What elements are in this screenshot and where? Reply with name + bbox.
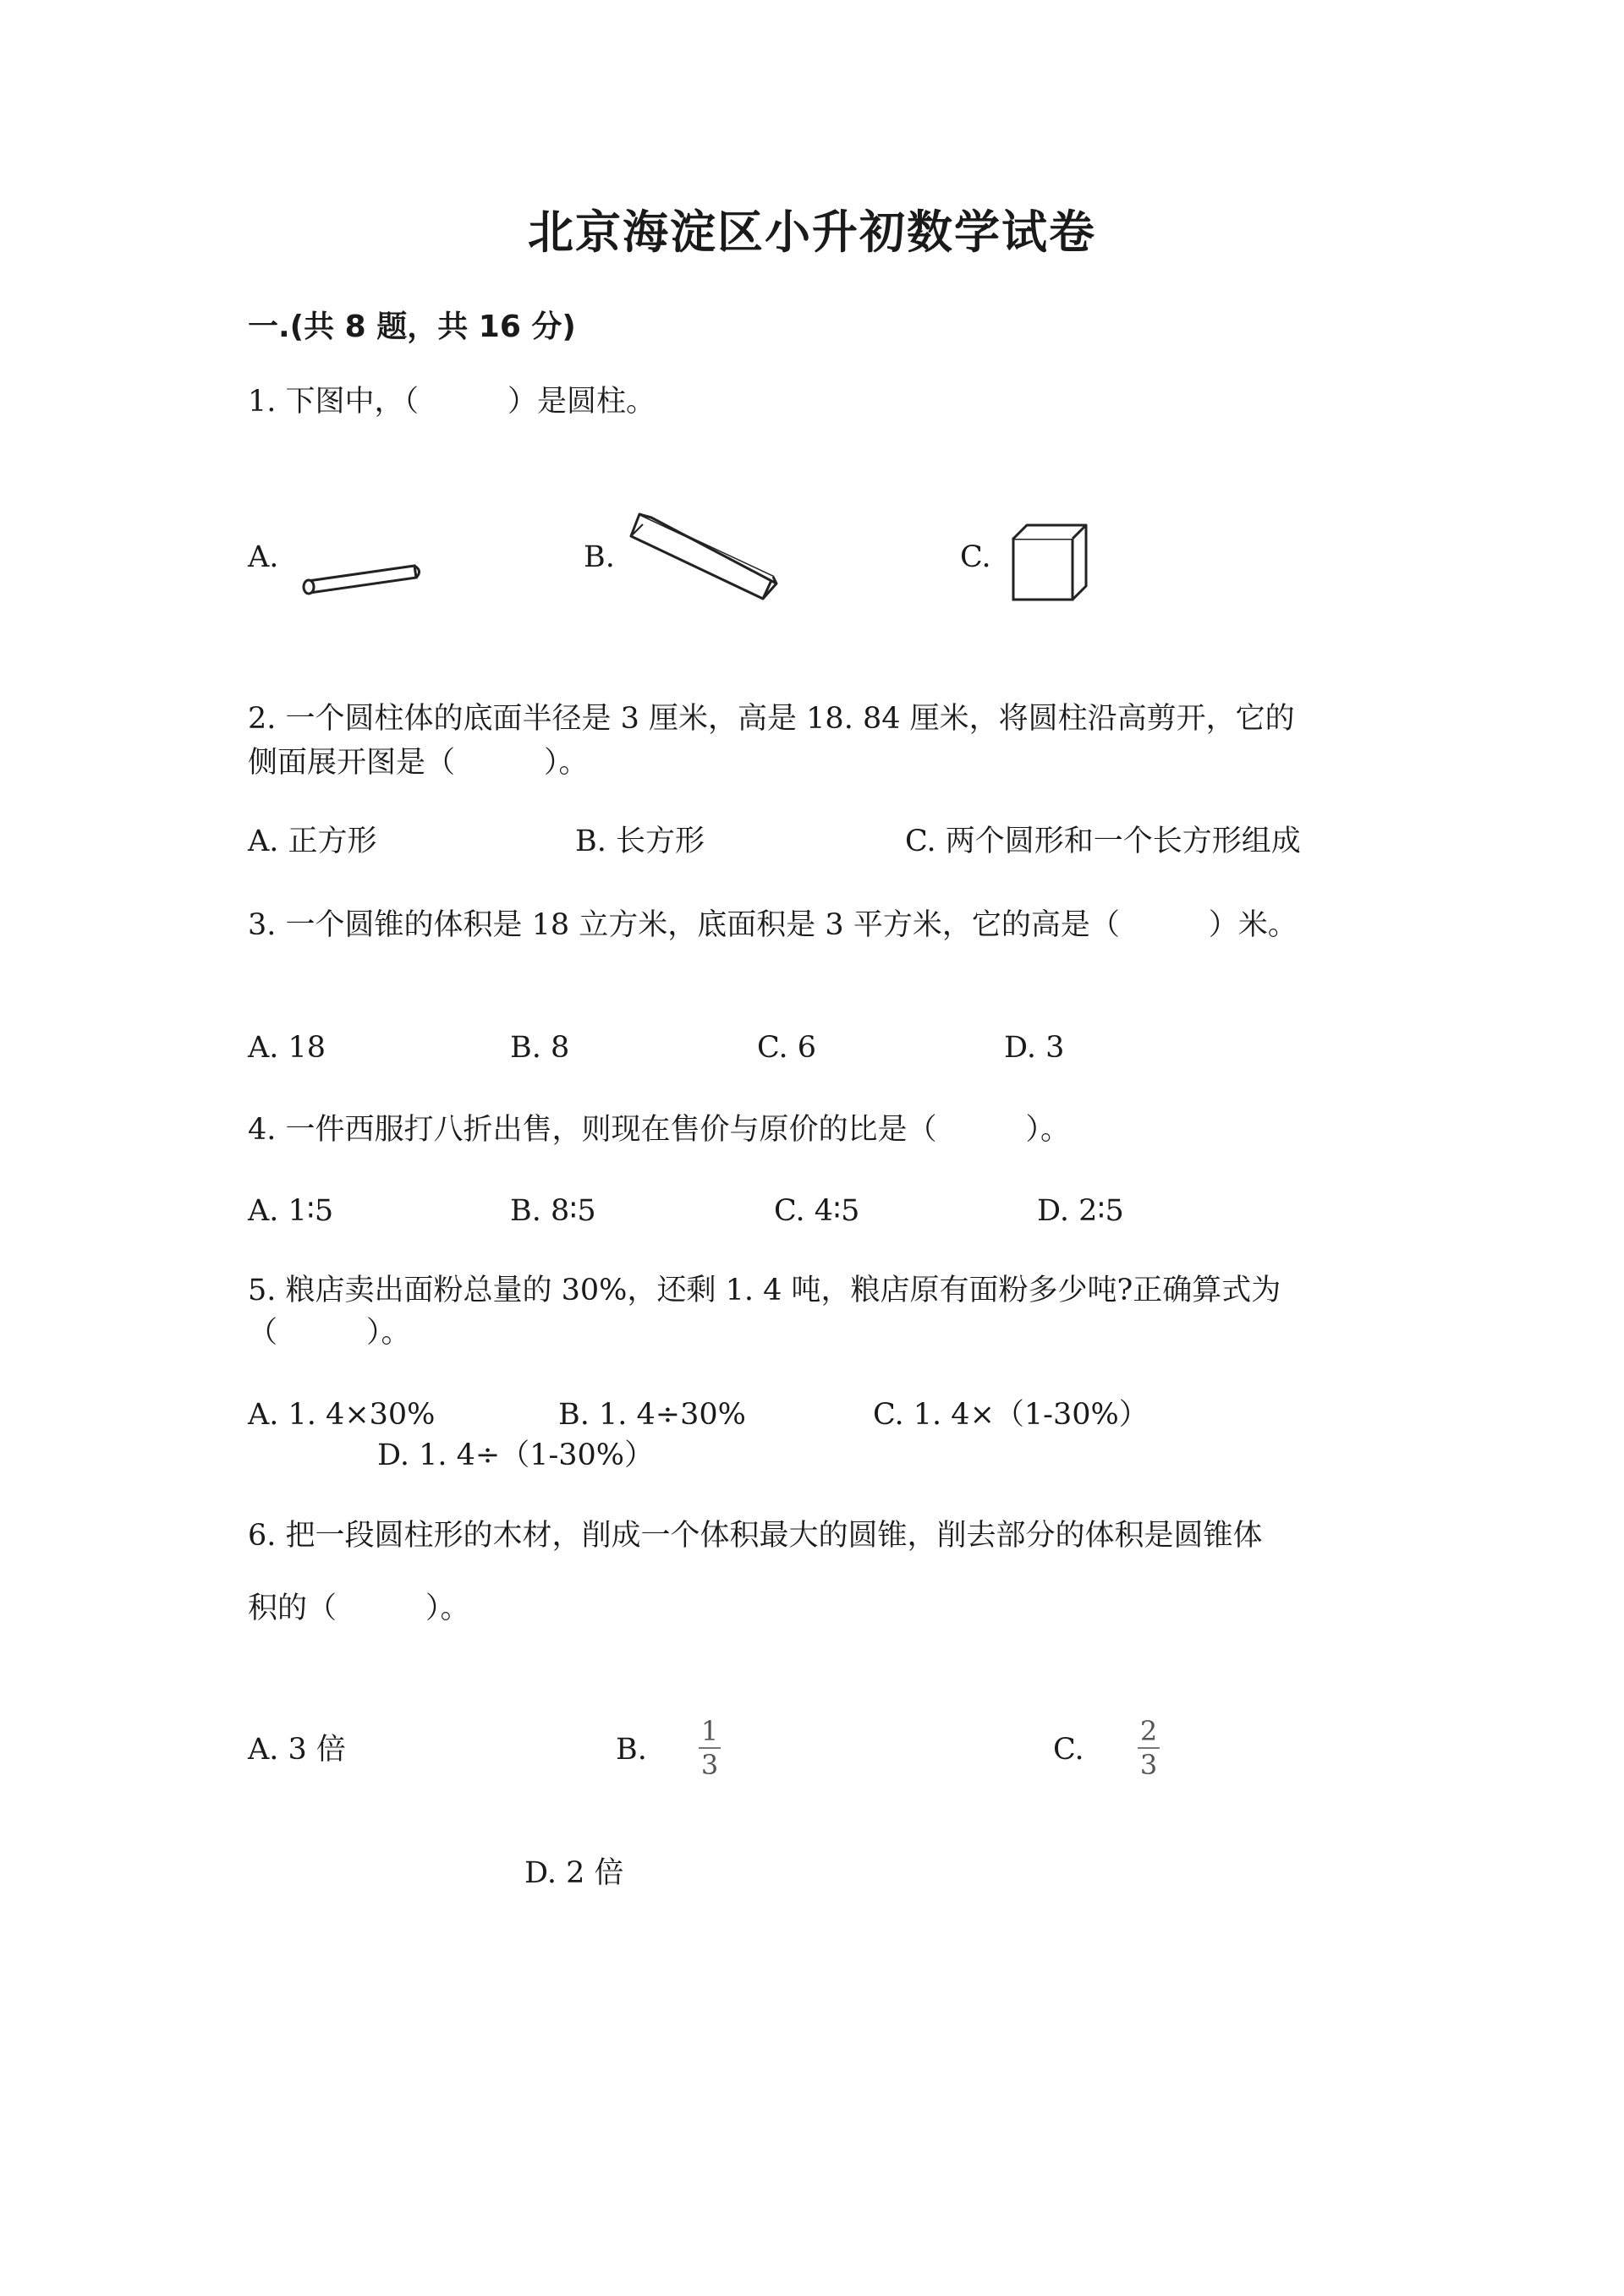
question-3-option-c: C. 6 (757, 1031, 817, 1065)
question-1-option-b: B. (584, 540, 615, 574)
question-6-option-d: D. 2 倍 (524, 1856, 624, 1890)
fraction-numerator: 1 (700, 1715, 719, 1747)
question-5-option-c: C. 1. 4×（1-30%） (873, 1398, 1149, 1432)
question-5-option-b: B. 1. 4÷30% (558, 1398, 746, 1432)
question-4-option-b: B. 8∶5 (510, 1194, 596, 1228)
section-heading: 一.(共 8 题，共 16 分) (248, 310, 576, 344)
question-1-option-a: A. (248, 540, 279, 574)
question-5-stem-line1: 5. 粮店卖出面粉总量的 30%，还剩 1. 4 吨，粮店原有面粉多少吨?正确算式为 (248, 1274, 1281, 1307)
question-1-option-c: C. (960, 540, 991, 574)
question-2-option-a: A. 正方形 (248, 825, 377, 858)
question-2-option-b: B. 长方形 (575, 825, 705, 858)
fraction-denominator: 3 (700, 1749, 719, 1781)
triangular-prism-icon (628, 511, 780, 612)
question-4-stem: 4. 一件西服打八折出售，则现在售价与原价的比是（ ）。 (248, 1113, 1071, 1147)
question-3-option-d: D. 3 (1004, 1031, 1065, 1065)
question-3-option-b: B. 8 (510, 1031, 570, 1065)
fraction-denominator: 3 (1139, 1749, 1158, 1781)
question-5-option-d: D. 1. 4÷（1-30%） (377, 1438, 655, 1472)
question-6-stem-line2: 积的（ ）。 (248, 1592, 470, 1625)
question-5-option-a: A. 1. 4×30% (248, 1398, 436, 1432)
question-4-option-d: D. 2∶5 (1037, 1194, 1124, 1228)
question-6-option-b: B. (616, 1733, 647, 1767)
question-4-option-c: C. 4∶5 (774, 1194, 860, 1228)
thin-cylinder-icon (298, 554, 425, 605)
question-4-option-a: A. 1∶5 (248, 1194, 334, 1228)
question-2-stem-line1: 2. 一个圆柱体的底面半径是 3 厘米，高是 18. 84 厘米，将圆柱沿高剪开，它的 (248, 702, 1295, 736)
question-6-option-b-fraction (699, 1717, 721, 1779)
question-1-stem: 1. 下图中，（ ）是圆柱。 (248, 385, 656, 419)
question-3-stem: 3. 一个圆锥的体积是 18 立方米，底面积是 3 平方米，它的高是（ ）米。 (248, 908, 1298, 942)
question-6-stem-line1: 6. 把一段圆柱形的木材，削成一个体积最大的圆锥，削去部分的体积是圆锥体 (248, 1519, 1263, 1553)
fraction-numerator: 2 (1139, 1715, 1158, 1747)
cube-icon (1010, 522, 1089, 603)
question-2-option-c: C. 两个圆形和一个长方形组成 (905, 825, 1301, 858)
question-6-option-c-fraction (1138, 1717, 1160, 1779)
question-6-option-c: C. (1053, 1733, 1084, 1767)
question-3-option-a: A. 18 (248, 1031, 326, 1065)
question-6-option-a: A. 3 倍 (248, 1733, 346, 1767)
page-title: 北京海淀区小升初数学试卷 (528, 205, 1096, 259)
question-2-stem-line2: 侧面展开图是（ ）。 (248, 746, 589, 780)
question-5-stem-line2: （ ）。 (248, 1316, 411, 1350)
